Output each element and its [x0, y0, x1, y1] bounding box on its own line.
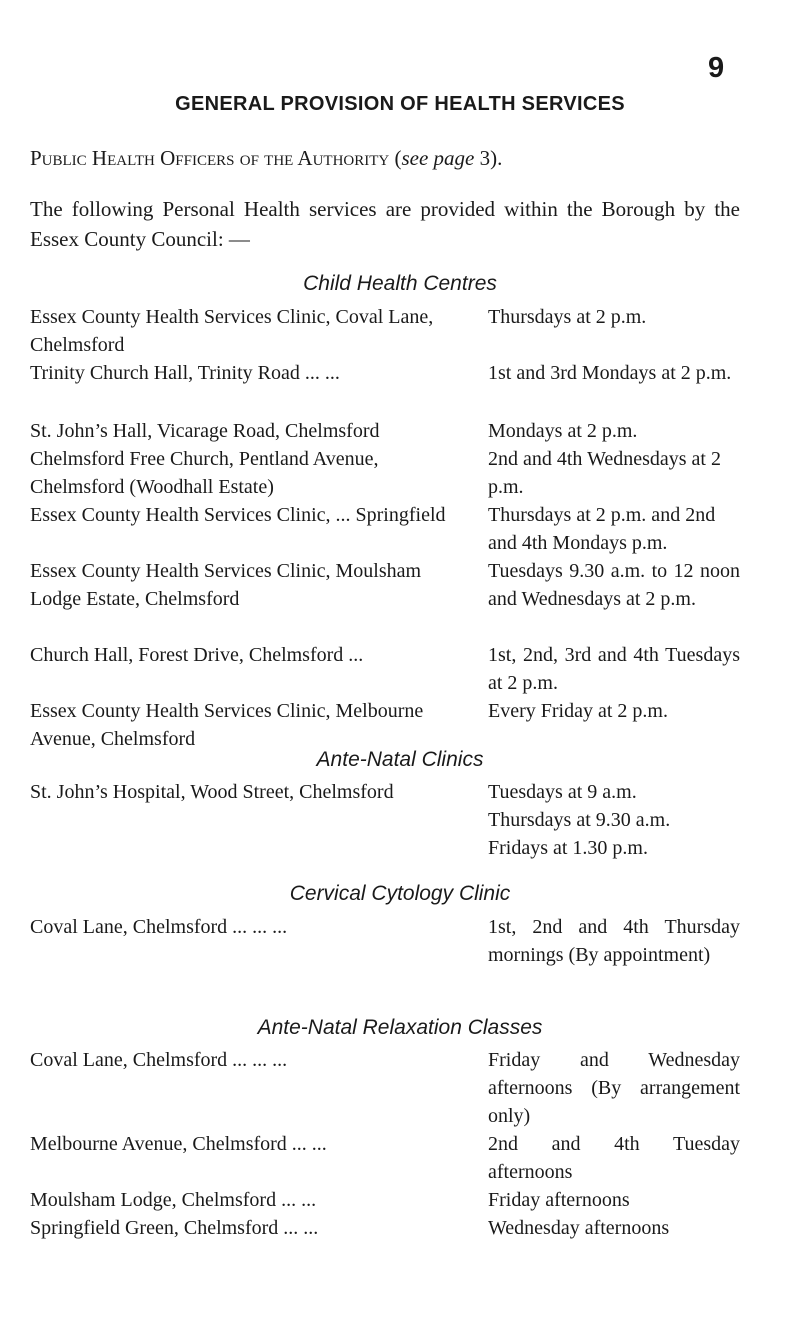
clinic-schedule: 1st and 3rd Mondays at 2 p.m. — [488, 362, 732, 384]
list-item — [30, 913, 740, 969]
officers-reference — [30, 146, 502, 171]
officers-page-ref: see page — [401, 146, 475, 170]
schedule-line: Tuesdays at 9 a.m. — [488, 781, 637, 803]
list-item — [30, 697, 740, 753]
child-health-section — [30, 303, 740, 753]
list-item — [30, 501, 740, 557]
class-schedule: Wednesday afternoons — [488, 1217, 670, 1239]
clinic-place: Essex County Health Services Clinic, Coval Lane, Chelmsford — [30, 306, 434, 356]
intro-paragraph: The following Personal Health services are provided within the Borough by the Essex County Council: — — [30, 197, 740, 251]
clinic-place: Essex County Health Services Clinic, Moulsham Lodge Estate, Chelmsford — [30, 560, 422, 610]
clinic-schedule: Thursdays at 2 p.m. — [488, 306, 647, 328]
list-item — [30, 303, 740, 359]
clinic-schedule: Thursdays at 2 p.m. and 2nd and 4th Mondays p.m. — [488, 504, 716, 554]
class-schedule: 2nd and 4th Tuesday afternoons — [488, 1133, 740, 1183]
clinic-place: Trinity Church Hall, Trinity Road ... ... — [30, 362, 340, 384]
list-item — [30, 1130, 740, 1186]
officers-page-num: 3). — [474, 146, 503, 170]
list-item — [30, 1214, 740, 1242]
list-item — [30, 1046, 740, 1130]
child-health-heading: Child Health Centres — [303, 272, 497, 295]
schedule-line: Thursdays at 9.30 a.m. — [488, 809, 671, 831]
clinic-schedule: 1st, 2nd, 3rd and 4th Tuesdays at 2 p.m. — [488, 644, 740, 694]
list-item — [30, 641, 740, 697]
cervical-section — [30, 913, 740, 969]
clinic-schedule — [488, 778, 740, 862]
ante-natal-heading: Ante-Natal Clinics — [316, 748, 484, 771]
officers-text: Public Health Officers of the Authority ( — [30, 146, 402, 170]
list-item — [30, 557, 740, 641]
class-place: Moulsham Lodge, Chelmsford ... ... — [30, 1189, 317, 1211]
class-place: Melbourne Avenue, Chelmsford ... ... — [30, 1133, 327, 1155]
page-title: GENERAL PROVISION OF HEALTH SERVICES — [175, 93, 625, 115]
ante-natal-section — [30, 778, 740, 862]
clinic-place: St. John’s Hall, Vicarage Road, Chelmsford — [30, 420, 380, 442]
clinic-place: Essex County Health Services Clinic, ... Springfield — [30, 504, 446, 526]
list-item — [30, 778, 740, 862]
page-number: 9 — [708, 52, 725, 84]
cervical-heading: Cervical Cytology Clinic — [289, 882, 511, 905]
clinic-schedule: Every Friday at 2 p.m. — [488, 700, 668, 722]
clinic-schedule: 1st, 2nd and 4th Thursday mornings (By appointment) — [488, 916, 740, 966]
clinic-place: Coval Lane, Chelmsford ... ... ... — [30, 916, 288, 938]
class-schedule: Friday afternoons — [488, 1189, 630, 1211]
clinic-schedule: Tuesdays 9.30 a.m. to 12 noon and Wednesdays at 2 p.m. — [488, 560, 740, 610]
clinic-place: Church Hall, Forest Drive, Chelmsford ... — [30, 644, 364, 666]
class-schedule: Friday and Wednesday afternoons (By arrangement only) — [488, 1049, 740, 1127]
class-place: Coval Lane, Chelmsford ... ... ... — [30, 1049, 288, 1071]
list-item — [30, 1186, 740, 1214]
relaxation-heading: Ante-Natal Relaxation Classes — [257, 1016, 543, 1039]
list-item — [30, 417, 740, 445]
schedule-line: Fridays at 1.30 p.m. — [488, 837, 648, 859]
clinic-place: Essex County Health Services Clinic, Melbourne Avenue, Chelmsford — [30, 700, 424, 750]
clinic-place: St. John’s Hospital, Wood Street, Chelmsford — [30, 781, 394, 803]
clinic-schedule: 2nd and 4th Wednesdays at 2 p.m. — [488, 448, 721, 498]
list-item — [30, 359, 740, 417]
relaxation-section — [30, 1046, 740, 1242]
class-place: Springfield Green, Chelmsford ... ... — [30, 1217, 319, 1239]
clinic-place: Chelmsford Free Church, Pentland Avenue, Chelmsford (Woodhall Estate) — [30, 448, 379, 498]
clinic-schedule: Mondays at 2 p.m. — [488, 420, 638, 442]
list-item — [30, 445, 740, 501]
